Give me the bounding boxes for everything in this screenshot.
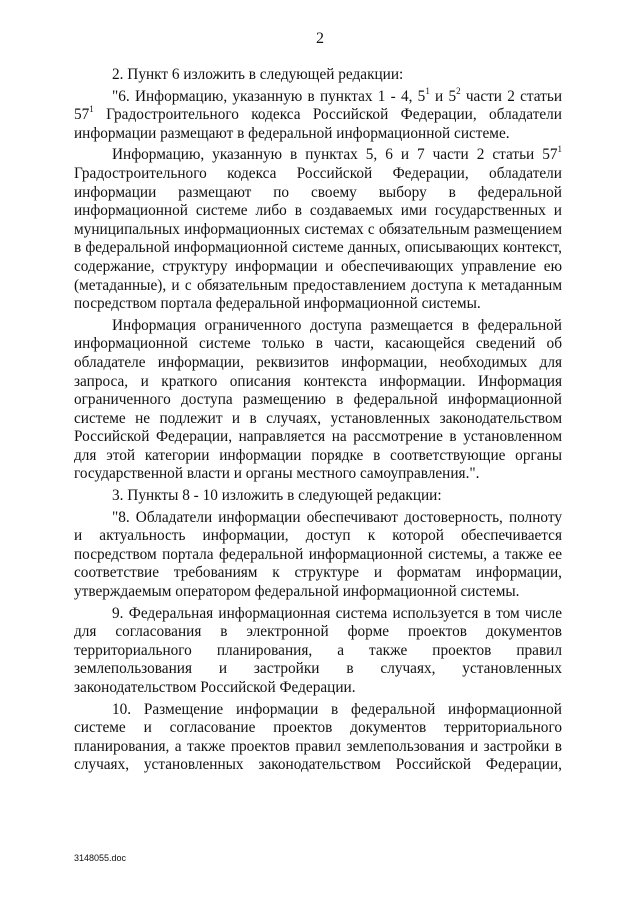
superscript: 2 [456, 85, 461, 96]
paragraph [74, 509, 562, 602]
superscript: 1 [89, 104, 94, 115]
paragraph-text: "6. Информацию, указанную в пунктах 1 - 4, 5 [112, 87, 426, 105]
paragraph-text: "8. Обладатели информации обеспечивают достоверность, полноту и актуальность информации, доступ к которой обеспечивается посредством портала федеральной информационной системы, а также ее соответствие требованиям к структуре и форматам информации, утверждаемым оператором федеральной информационной системы. [74, 508, 562, 601]
superscript: 1 [557, 144, 562, 155]
superscript: 1 [425, 85, 430, 96]
paragraph-text: 3. Пункты 8 - 10 изложить в следующей редакции: [112, 487, 442, 505]
paragraph-text: 9. Федеральная информационная система используется в том числе для согласования в электронной форме проектов документов территориального планирования, а также проектов правил землепользования и застройки в случаях, установленных законодательством Российской Федерации. [74, 604, 562, 696]
paragraph [74, 317, 562, 484]
paragraph-text: и 5 [429, 87, 457, 105]
paragraph [74, 85, 563, 144]
document-body [74, 66, 562, 778]
paragraph-text: 10. Размещение информации в федеральной информационной системе и согласование проектов документов территориального планирования, а также проектов правил землепользования и застройки в случаях, установленных законодательством Российской Федерации, [74, 700, 562, 774]
paragraph [74, 487, 562, 506]
page-number: 2 [316, 30, 324, 47]
paragraph-text: Информация ограниченного доступа размещается в федеральной информационной системе только в части, касающейся сведений об обладателе информации, реквизитов информации, необходимых для запроса, и краткого описания контекста информации. Информация ограниченного доступа размещению в федеральной информационной системе не подлежит и в случаях, установленных законодательством Российской Федерации, направляется на рассмотрение в установленном для этой категории информации порядке в соответствующие органы государственной власти и органы местного самоуправления.". [74, 316, 562, 483]
paragraph-text: 2. Пункт 6 изложить в следующей редакции: [112, 66, 404, 83]
footer-filename: 3148055.doc [74, 853, 127, 863]
paragraph [74, 66, 562, 85]
paragraph-text: Информацию, указанную в пунктах 5, 6 и 7 части 2 статьи 57 [112, 146, 558, 164]
paragraph-text: Градостроительного кодекса Российской Федерации, обладатели информации размещают по своему выбору в федеральной информационной системе либо в создаваемых ими государственных и муниципальных информационных системах с обязательным размещением в федеральной информационной системе данных, описывающих контекст, содержание, структуру информации и обеспечивающих управление ею (метаданные), и с обязательным предоставлением доступа к метаданным посредством портала федеральной информационной системы. [74, 164, 562, 313]
paragraph [74, 146, 562, 313]
paragraph [74, 701, 562, 775]
paragraph-text: Градостроительного кодекса Российской Федерации, обладатели информации размещают в федеральной информационной системе. [74, 106, 562, 142]
paragraph [74, 605, 562, 698]
paragraph-text: части 2 статьи 57 [74, 87, 563, 124]
